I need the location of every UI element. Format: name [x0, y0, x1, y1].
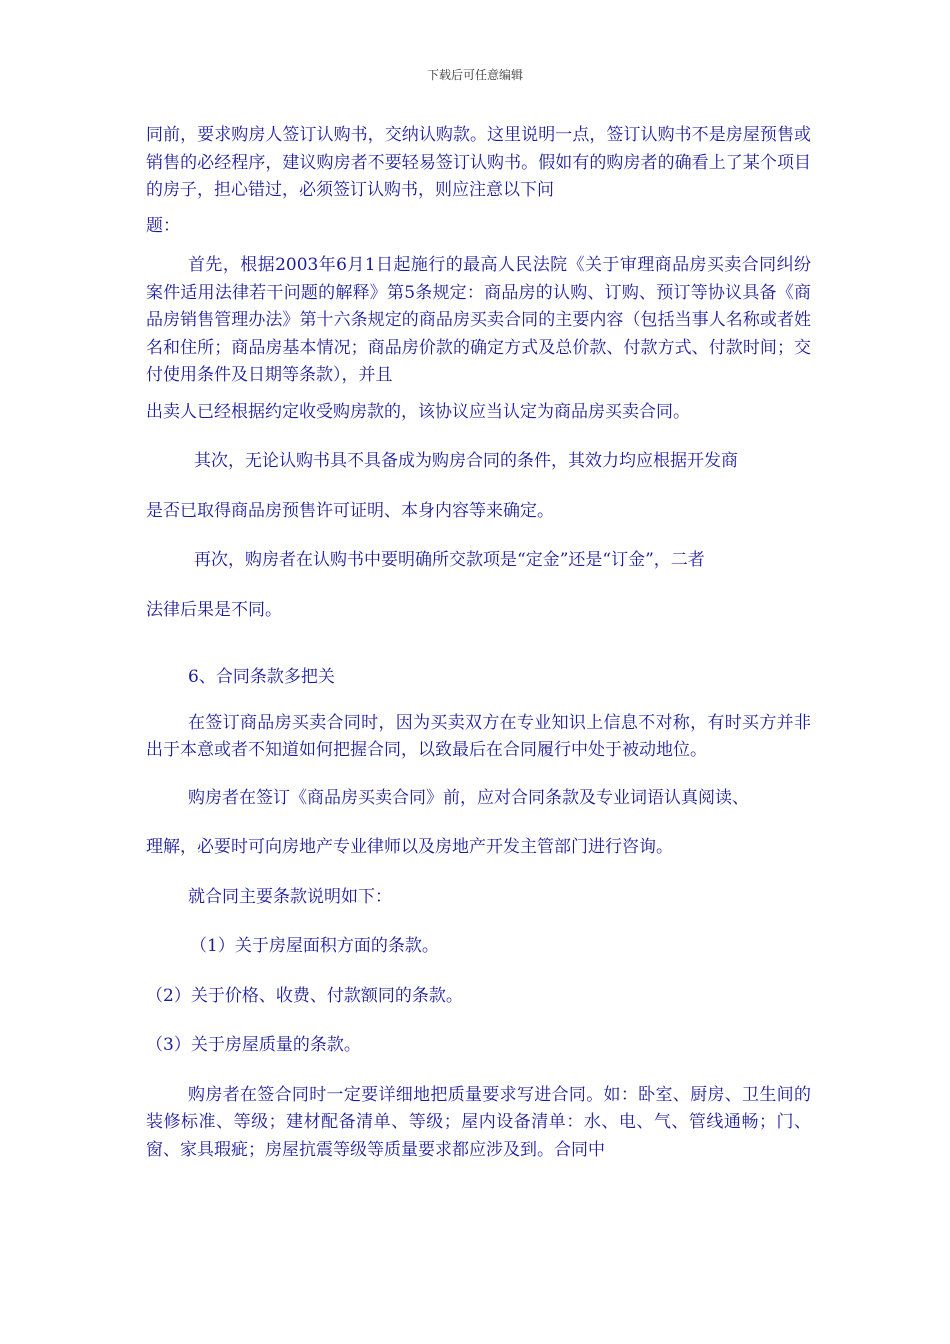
list-item-quality: （3）关于房屋质量的条款。	[146, 1035, 361, 1055]
paragraph-third: 再次，购房者在认购书中要明确所交款项是“定金”还是“订金”，二者	[194, 550, 705, 570]
list-item-price: （2）关于价格、收费、付款额同的条款。	[146, 985, 463, 1006]
paragraph-second-end: 是否已取得商品房预售许可证明、本身内容等来确定。	[146, 500, 554, 521]
paragraph-contract-read-end: 理解，必要时可向房地产专业律师以及房地产开发主管部门进行咨询。	[146, 837, 673, 857]
page-header: 下载后可任意编辑	[426, 68, 523, 82]
list-item-area: （1）关于房屋面积方面的条款。	[190, 936, 439, 956]
paragraph-contract-read: 购房者在签订《商品房买卖合同》前，应对合同条款及专业词语认真阅读、	[188, 787, 749, 808]
paragraph-third-end: 法律后果是不同。	[146, 599, 282, 620]
document-body	[146, 122, 811, 1164]
paragraph-quality: 购房者在签合同时一定要详细地把质量要求写进合同。如：卧室、厨房、卫生间的装修标准、等级；建材配备清单、等级；屋内设备清单：水、电、气、管线通畅；门、窗、家具瑕疵；房屋抗震等级等质量要求都应涉及到。合同中	[146, 1084, 811, 1160]
paragraph-first-end: 出卖人已经根据约定收受购房款的，该协议应当认定为商品房买卖合同。	[146, 401, 690, 422]
paragraph-intro-end: 题：	[146, 215, 180, 236]
paragraph-contract-intro: 在签订商品房买卖合同时，因为买卖双方在专业知识上信息不对称，有时买方并非出于本意或者不知道如何把握合同，以致最后在合同履行中处于被动地位。	[146, 712, 811, 760]
paragraph-clauses-intro: 就合同主要条款说明如下：	[188, 886, 392, 907]
section-heading: 6、合同条款多把关	[188, 667, 335, 687]
paragraph-intro: 同前，要求购房人签订认购书，交纳认购款。这里说明一点，签订认购书不是房屋预售或销售的必经程序，建议购房者不要轻易签订认购书。假如有的购房者的确看上了某个项目的房子，担心错过，必须签订认购书，则应注意以下问	[146, 125, 811, 200]
paragraph-second: 其次，无论认购书具不具备成为购房合同的条件，其效力均应根据开发商	[194, 451, 738, 471]
paragraph-first: 首先，根据2003年6月1日起施行的最高人民法院《关于审理商品房买卖合同纠纷案件适用法律若干问题的解释》第5条规定：商品房的认购、订购、预订等协议具备《商品房销售管理办法》第十六条规定的商品房买卖合同的主要内容（包括当事人名称或者姓名和住所；商品房基本情况；商品房价款的确定方式及总价款、付款方式、付款时间；交付使用条件及日期等条款），并且	[146, 255, 811, 385]
